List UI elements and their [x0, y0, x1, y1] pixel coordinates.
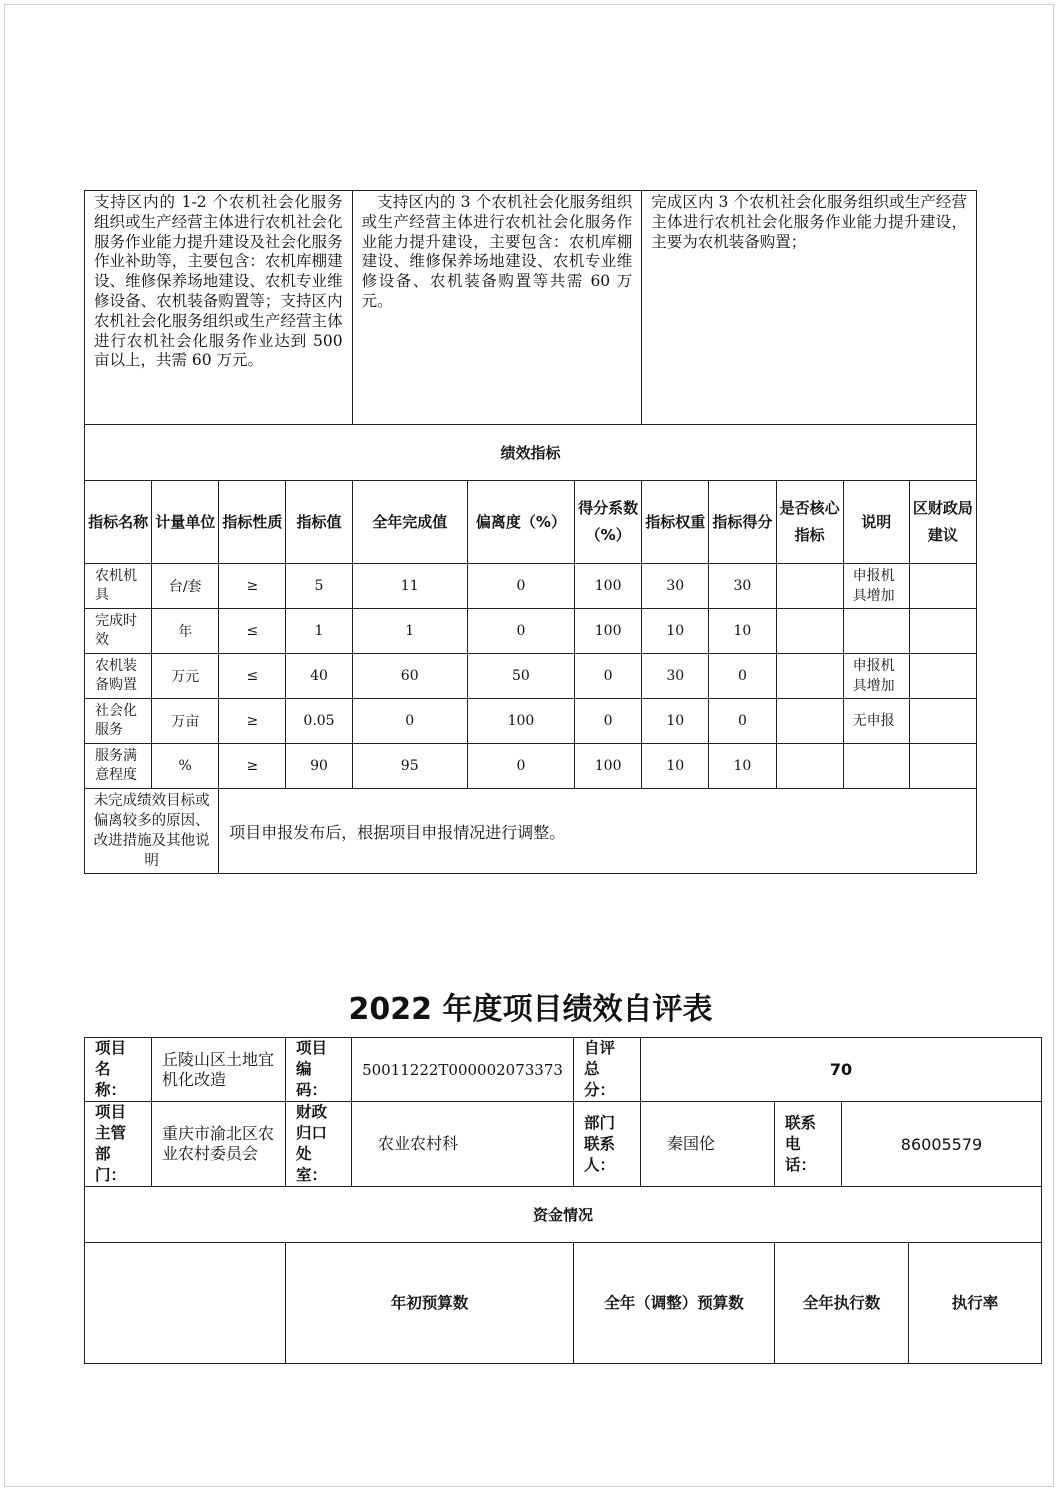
indicator-actual: 11	[352, 564, 467, 609]
indicator-core	[776, 564, 843, 609]
goals-row	[85, 191, 977, 425]
funds-header-cell: 全年执行数	[775, 1243, 909, 1364]
indicator-deviation: 0	[467, 564, 574, 609]
indicator-nature: ≤	[219, 609, 286, 654]
indicator-coef: 100	[575, 564, 642, 609]
indicator-advice	[909, 744, 976, 789]
funds-header-cell: 全年（调整）预算数	[574, 1243, 775, 1364]
self-score-label: 自评总分：	[574, 1038, 641, 1102]
indicator-name: 服务满意程度	[85, 744, 152, 789]
phone-label: 联系电话：	[775, 1102, 842, 1187]
goal-col1: 支持区内的 1-2 个农机社会化服务组织或生产经营主体进行农机社会化服务作业能力提升建设及社会化服务作业补助等，主要包含：农机库棚建设、维修保养场地建设、农机专业维修设备、农机装备购置等；支持区内农机社会化服务组织或生产经营主体进行农机社会化服务作业达到 500 亩以上，共需 60 万元。	[85, 191, 353, 425]
indicator-actual: 1	[352, 609, 467, 654]
indicator-nature: ≥	[219, 744, 286, 789]
indicator-nature: ≥	[219, 699, 286, 744]
indicator-deviation: 0	[467, 744, 574, 789]
indicator-note	[843, 744, 909, 789]
funds-header-cell	[85, 1243, 286, 1364]
header-cell: 区财政局建议	[909, 481, 976, 564]
indicator-deviation: 100	[467, 699, 574, 744]
header-cell: 说明	[843, 481, 909, 564]
indicator-unit: 年	[152, 609, 219, 654]
funds-header-cell: 执行率	[909, 1243, 1042, 1364]
dept-info-row	[85, 1102, 1042, 1187]
indicator-target: 90	[286, 744, 352, 789]
indicator-core	[776, 699, 843, 744]
indicator-score: 10	[709, 609, 776, 654]
table-row	[85, 609, 977, 654]
table-row	[85, 564, 977, 609]
indicator-actual: 60	[352, 654, 467, 699]
project-name-label: 项目名称：	[85, 1038, 152, 1102]
table-row	[85, 744, 977, 789]
indicator-coef: 0	[575, 654, 642, 699]
project-code-label: 项目编码：	[286, 1038, 352, 1102]
page-title: 2022 年度项目绩效自评表	[348, 992, 713, 1027]
contact: 秦国伦	[641, 1102, 775, 1187]
indicator-advice	[909, 654, 976, 699]
indicator-weight: 10	[642, 744, 709, 789]
project-code: 50011222T000002073373	[352, 1038, 574, 1102]
indicator-name: 农机装备购置	[85, 654, 152, 699]
indicator-note: 申报机具增加	[843, 564, 909, 609]
header-cell: 指标性质	[219, 481, 286, 564]
reason-text: 项目申报发布后，根据项目申报情况进行调整。	[219, 789, 977, 874]
indicator-score: 10	[709, 744, 776, 789]
section-title: 绩效指标	[85, 425, 977, 481]
indicator-deviation: 0	[467, 609, 574, 654]
indicator-core	[776, 744, 843, 789]
indicator-advice	[909, 564, 976, 609]
header-cell: 偏离度（%）	[467, 481, 574, 564]
indicator-advice	[909, 609, 976, 654]
funds-title: 资金情况	[85, 1187, 1042, 1243]
contact-label: 部门联系人：	[574, 1102, 641, 1187]
indicator-unit: 万元	[152, 654, 219, 699]
indicator-deviation: 50	[467, 654, 574, 699]
indicator-core	[776, 609, 843, 654]
funds-header-row	[85, 1243, 1042, 1364]
header-row	[85, 481, 977, 564]
header-cell: 是否核心指标	[776, 481, 843, 564]
indicator-actual: 95	[352, 744, 467, 789]
indicator-weight: 30	[642, 564, 709, 609]
indicator-target: 1	[286, 609, 352, 654]
indicator-weight: 10	[642, 699, 709, 744]
indicator-score: 0	[709, 699, 776, 744]
indicator-actual: 0	[352, 699, 467, 744]
indicator-unit: 台/套	[152, 564, 219, 609]
indicator-note: 无申报	[843, 699, 909, 744]
goal-col3: 完成区内 3 个农机社会化服务组织或生产经营主体进行农机社会化服务作业能力提升建设，主要为农机装备购置；	[642, 191, 977, 425]
indicator-unit: %	[152, 744, 219, 789]
indicator-target: 40	[286, 654, 352, 699]
goal-col2: 支持区内的 3 个农机社会化服务组织或生产经营主体进行农机社会化服务作业能力提升建设，主要包含：农机库棚建设、维修保养场地建设、农机专业维修设备、农机装备购置等共需 60 万元。	[352, 191, 642, 425]
reason-row	[85, 789, 977, 874]
indicator-unit: 万亩	[152, 699, 219, 744]
phone: 86005579	[842, 1102, 1042, 1187]
indicator-coef: 100	[575, 744, 642, 789]
project-info-row	[85, 1038, 1042, 1102]
indicator-note: 申报机具增加	[843, 654, 909, 699]
funds-header-cell: 年初预算数	[286, 1243, 574, 1364]
indicator-coef: 100	[575, 609, 642, 654]
header-cell: 计量单位	[152, 481, 219, 564]
header-cell: 指标名称	[85, 481, 152, 564]
indicator-score: 30	[709, 564, 776, 609]
indicator-target: 0.05	[286, 699, 352, 744]
header-cell: 全年完成值	[352, 481, 467, 564]
self-eval-table	[84, 1037, 1042, 1364]
table-row	[85, 699, 977, 744]
header-cell: 指标权重	[642, 481, 709, 564]
self-score: 70	[641, 1038, 1042, 1102]
indicator-advice	[909, 699, 976, 744]
indicator-core	[776, 654, 843, 699]
indicator-score: 0	[709, 654, 776, 699]
indicator-note	[843, 609, 909, 654]
indicator-target: 5	[286, 564, 352, 609]
indicator-weight: 10	[642, 609, 709, 654]
header-cell: 得分系数（%）	[575, 481, 642, 564]
header-cell: 指标值	[286, 481, 352, 564]
dept-label: 项目主管部门：	[85, 1102, 152, 1187]
header-cell: 指标得分	[709, 481, 776, 564]
indicator-coef: 0	[575, 699, 642, 744]
indicator-name: 完成时效	[85, 609, 152, 654]
indicator-name: 农机机具	[85, 564, 152, 609]
table-row	[85, 654, 977, 699]
indicator-name: 社会化服务	[85, 699, 152, 744]
office-label: 财政归口处室：	[286, 1102, 352, 1187]
dept: 重庆市渝北区农业农村委员会	[152, 1102, 286, 1187]
project-name: 丘陵山区土地宜机化改造	[152, 1038, 286, 1102]
reason-label: 未完成绩效目标或偏离较多的原因、改进措施及其他说明	[85, 789, 219, 874]
indicator-weight: 30	[642, 654, 709, 699]
indicator-nature: ≥	[219, 564, 286, 609]
performance-table	[84, 190, 977, 874]
indicator-nature: ≤	[219, 654, 286, 699]
office: 农业农村科	[352, 1102, 574, 1187]
